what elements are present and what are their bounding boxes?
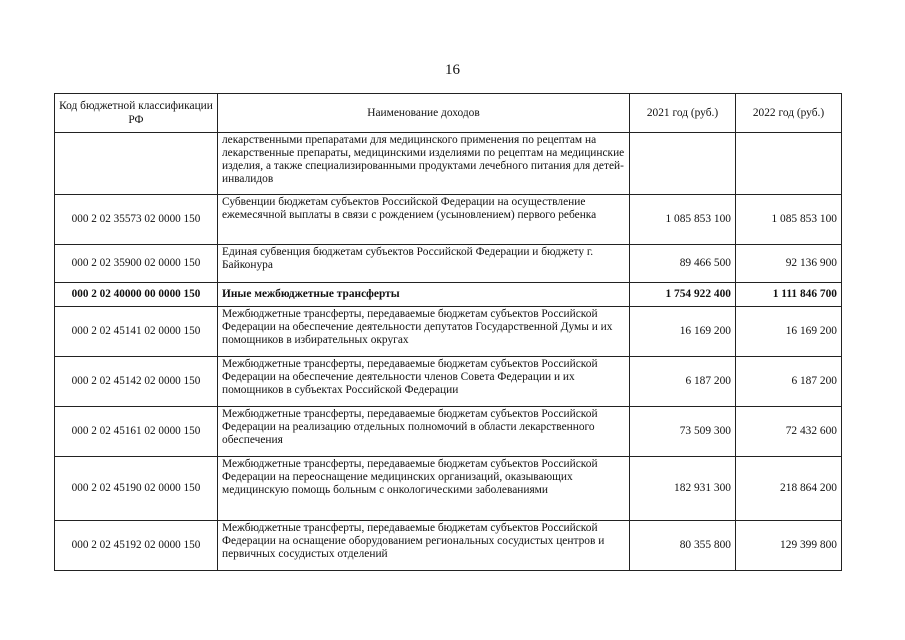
cell-name: Межбюджетные трансферты, передаваемые бюджетам субъектов Российской Федерации на обеспечение деятельности членов Совета Федерации и их помощников в субъектах Российской Федерации <box>218 357 630 407</box>
cell-code: 000 2 02 40000 00 0000 150 <box>55 283 218 307</box>
cell-name: Единая субвенция бюджетам субъектов Российской Федерации и бюджету г. Байконура <box>218 245 630 283</box>
cell-code: 000 2 02 35573 02 0000 150 <box>55 195 218 245</box>
cell-name: Иные межбюджетные трансферты <box>218 283 630 307</box>
cell-name: Межбюджетные трансферты, передаваемые бюджетам субъектов Российской Федерации на оснащение оборудованием региональных сосудистых центров и первичных сосудистых отделений <box>218 521 630 571</box>
page-number: 16 <box>445 62 460 78</box>
cell-code: 000 2 02 45141 02 0000 150 <box>55 307 218 357</box>
cell-name: лекарственными препаратами для медицинского применения по рецептам на лекарственные препараты, медицинскими изделиями по рецептам на медицинские изделия, а также специализированными продуктами лечебного питания для детей-инвалидов <box>218 133 630 195</box>
table-row <box>55 307 842 357</box>
cell-code: 000 2 02 35900 02 0000 150 <box>55 245 218 283</box>
cell-name: Межбюджетные трансферты, передаваемые бюджетам субъектов Российской Федерации на переоснащение медицинских организаций, оказывающих медицинскую помощь больным с онкологическими заболеваниями <box>218 457 630 521</box>
cell-2021: 80 355 800 <box>630 521 736 571</box>
header-2022: 2022 год (руб.) <box>736 94 842 133</box>
cell-2021: 182 931 300 <box>630 457 736 521</box>
table-row <box>55 245 842 283</box>
cell-2021: 73 509 300 <box>630 407 736 457</box>
cell-2021: 1 754 922 400 <box>630 283 736 307</box>
table-row <box>55 357 842 407</box>
cell-2022: 72 432 600 <box>736 407 842 457</box>
cell-2021: 6 187 200 <box>630 357 736 407</box>
cell-2022: 1 085 853 100 <box>736 195 842 245</box>
cell-2021 <box>630 133 736 195</box>
cell-2022: 129 399 800 <box>736 521 842 571</box>
cell-2022: 1 111 846 700 <box>736 283 842 307</box>
cell-2022: 218 864 200 <box>736 457 842 521</box>
cell-code: 000 2 02 45192 02 0000 150 <box>55 521 218 571</box>
cell-code: 000 2 02 45142 02 0000 150 <box>55 357 218 407</box>
cell-2022: 6 187 200 <box>736 357 842 407</box>
cell-2022 <box>736 133 842 195</box>
header-code: Код бюджетной классификации РФ <box>55 94 218 133</box>
table-row <box>55 195 842 245</box>
table-row-section-total <box>55 283 842 307</box>
cell-2022: 92 136 900 <box>736 245 842 283</box>
header-name: Наименование доходов <box>218 94 630 133</box>
table-row <box>55 521 842 571</box>
cell-name: Субвенции бюджетам субъектов Российской Федерации на осуществление ежемесячной выплаты в связи с рождением (усыновлением) первого ребенка <box>218 195 630 245</box>
table-row <box>55 133 842 195</box>
cell-2022: 16 169 200 <box>736 307 842 357</box>
cell-2021: 1 085 853 100 <box>630 195 736 245</box>
cell-name: Межбюджетные трансферты, передаваемые бюджетам субъектов Российской Федерации на обеспечение деятельности депутатов Государственной Думы и их помощников в избирательных округах <box>218 307 630 357</box>
cell-code <box>55 133 218 195</box>
table-row <box>55 457 842 521</box>
header-2021: 2021 год (руб.) <box>630 94 736 133</box>
cell-code: 000 2 02 45161 02 0000 150 <box>55 407 218 457</box>
table-row <box>55 407 842 457</box>
cell-name: Межбюджетные трансферты, передаваемые бюджетам субъектов Российской Федерации на реализацию отдельных полномочий в области лекарственного обеспечения <box>218 407 630 457</box>
cell-2021: 16 169 200 <box>630 307 736 357</box>
table-header-row <box>55 94 842 133</box>
cell-code: 000 2 02 45190 02 0000 150 <box>55 457 218 521</box>
budget-revenue-table <box>54 93 842 571</box>
cell-2021: 89 466 500 <box>630 245 736 283</box>
